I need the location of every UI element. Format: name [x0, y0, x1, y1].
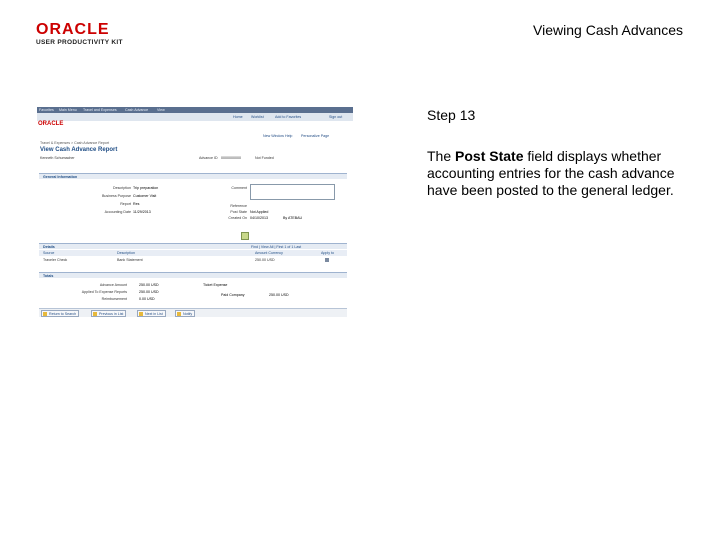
created-on-label: Created On	[228, 216, 247, 220]
totals-title: Totals	[43, 274, 54, 278]
created-by-value: By ATEBAU	[283, 216, 303, 220]
page-title: Viewing Cash Advances	[533, 22, 683, 38]
application-screenshot	[37, 107, 353, 319]
reimbursement-label: Reimbursement	[101, 297, 127, 301]
col-description: Description	[117, 251, 135, 255]
step-field-name: Post State	[455, 148, 524, 164]
col-amount: Amount Currency	[255, 251, 283, 255]
help-link[interactable]: Help	[285, 134, 293, 138]
return-to-search-button[interactable]: Return to Search	[41, 310, 79, 317]
advance-status: Not Funded	[255, 156, 274, 160]
attachment-icon[interactable]	[241, 232, 249, 240]
details-grid-header	[39, 250, 347, 256]
row-amount: 250.00 USD	[255, 258, 275, 262]
post-state-value: Not Applied	[250, 210, 269, 214]
step-description	[427, 148, 687, 199]
employee-name: Kenneth Schumacher	[40, 156, 75, 160]
reimbursement-value: 0.00 USD	[139, 297, 155, 301]
nav-travel-expenses[interactable]: Travel and Expenses	[83, 108, 117, 112]
row-description: Bank Statement	[117, 258, 143, 262]
new-window-link[interactable]: New Window	[263, 134, 284, 138]
worklist-link[interactable]: Worklist	[251, 115, 264, 119]
comment-field[interactable]	[250, 184, 335, 200]
step-number: Step 13	[427, 107, 476, 123]
accounting-date-label: Accounting Date	[104, 210, 131, 214]
step-text-prefix: The	[427, 148, 456, 164]
nav-view[interactable]: View	[157, 108, 165, 112]
advance-id: 0000000000	[221, 156, 241, 160]
paid-company-label: Paid Company	[221, 293, 245, 297]
reference-label: Reference	[230, 204, 247, 208]
notify-button[interactable]: Notify	[175, 310, 195, 317]
paid-company-value: 250.00 USD	[269, 293, 289, 297]
logo-brand: ORACLE	[36, 21, 110, 38]
applied-value: 250.00 USD	[139, 290, 159, 294]
advance-id-label: Advance ID	[199, 156, 218, 160]
header-links	[37, 113, 353, 121]
button-bar	[39, 308, 347, 317]
step-text-suffix: field displays whether accounting entries for the cash advance have been posted to the general ledger.	[427, 148, 675, 198]
next-in-list-button[interactable]: Next in List	[137, 310, 166, 317]
nav-cash-advance[interactable]: Cash Advance	[125, 108, 149, 112]
post-state-label: Post State	[230, 210, 247, 214]
report-label: Report	[120, 202, 131, 206]
sign-out-link[interactable]: Sign out	[329, 115, 343, 119]
oracle-upk-logo	[36, 22, 146, 48]
details-title: Details	[43, 245, 55, 249]
table-row	[39, 257, 347, 263]
accounting-date-value: 11/29/2013	[133, 210, 151, 214]
advance-amount-value: 250.00 USD	[139, 283, 159, 287]
description-label: Description	[113, 186, 131, 190]
app-page-title: View Cash Advance Report	[40, 147, 118, 153]
nav-main-menu[interactable]: Main Menu	[59, 108, 77, 112]
home-link[interactable]: Home	[233, 115, 243, 119]
nav-favorites[interactable]: Favorites	[39, 108, 54, 112]
breadcrumb: Travel & Expenses > Cash Advance Report	[40, 141, 110, 145]
row-apply-checkbox[interactable]	[325, 258, 329, 262]
logo-product: USER PRODUCTIVITY KIT	[36, 39, 123, 46]
app-logo: ORACLE	[38, 121, 64, 127]
col-source: Source	[43, 251, 55, 255]
description-value: Trip preparation	[133, 186, 159, 190]
comment-label: Comment	[231, 186, 247, 190]
advance-amount-label: Advance Amount	[99, 283, 127, 287]
business-purpose-value: Customer Visit	[133, 194, 157, 198]
row-source: Traveler Check	[43, 258, 68, 262]
grid-navigation[interactable]: Find | View All | First 1 of 1 Last	[251, 245, 302, 249]
applied-label: Applied To Expense Reports	[81, 290, 127, 294]
general-info-section[interactable]	[39, 173, 347, 179]
col-apply-to: Apply to	[321, 251, 334, 255]
ticket-expense-label: Ticket Expense	[203, 283, 228, 287]
add-favorites-link[interactable]: Add to Favorites	[275, 115, 302, 119]
general-info-title: General Information	[43, 175, 78, 179]
totals-section[interactable]	[39, 272, 347, 278]
previous-in-list-button[interactable]: Previous in List	[91, 310, 126, 317]
report-value: Res	[133, 202, 140, 206]
business-purpose-label: Business Purpose	[102, 194, 131, 198]
created-on-value: 04/10/2013	[250, 216, 268, 220]
personalize-link[interactable]: Personalize Page	[301, 134, 330, 138]
